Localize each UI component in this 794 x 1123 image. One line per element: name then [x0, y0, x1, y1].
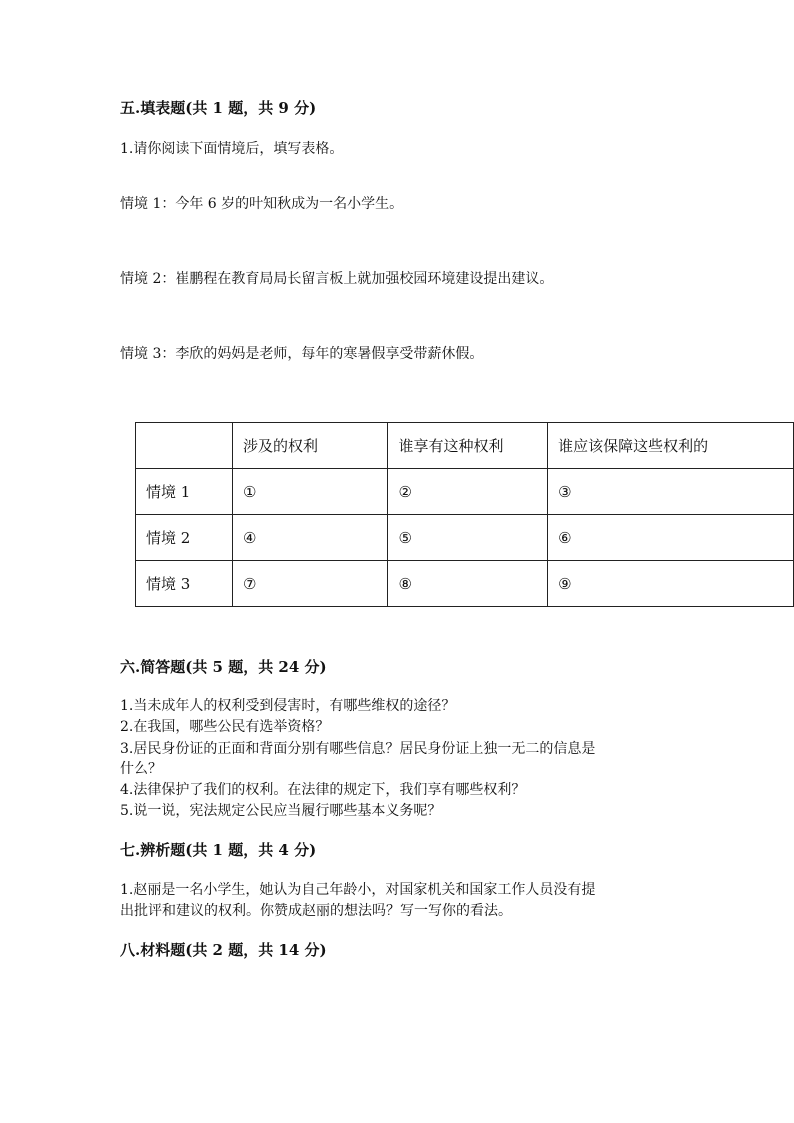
table-cell: ⑦	[233, 561, 388, 607]
section-7-question-line-2: 出批评和建议的权利。你赞成赵丽的想法吗？写一写你的看法。	[120, 903, 512, 919]
section-6-question-5: 5.说一说，宪法规定公民应当履行哪些基本义务呢？	[120, 803, 442, 819]
table-cell: ②	[388, 469, 548, 515]
table-row	[136, 469, 794, 515]
rights-table	[135, 422, 794, 607]
section-6-question-3-cont: 什么？	[120, 761, 162, 777]
table-cell: ⑧	[388, 561, 548, 607]
table-cell: 情境 3	[136, 561, 233, 607]
table-row	[136, 515, 794, 561]
scenario-1: 情境 1：今年 6 岁的叶知秋成为一名小学生。	[120, 196, 404, 212]
table-cell: ④	[233, 515, 388, 561]
section-5-question: 1.请你阅读下面情境后，填写表格。	[120, 141, 344, 157]
table-cell: 情境 1	[136, 469, 233, 515]
scenario-3: 情境 3：李欣的妈妈是老师，每年的寒暑假享受带薪休假。	[120, 346, 484, 362]
table-header-cell: 谁应该保障这些权利的	[548, 423, 794, 469]
table-header-cell: 谁享有这种权利	[388, 423, 548, 469]
table-cell: ①	[233, 469, 388, 515]
section-7-question-line-1: 1.赵丽是一名小学生，她认为自己年龄小，对国家机关和国家工作人员没有提	[120, 882, 596, 898]
section-6-question-4: 4.法律保护了我们的权利。在法律的规定下，我们享有哪些权利？	[120, 782, 526, 798]
table-cell: ⑤	[388, 515, 548, 561]
section-6-question-2: 2.在我国，哪些公民有选举资格？	[120, 719, 330, 735]
table-cell: ③	[548, 469, 794, 515]
section-6-question-1: 1.当未成年人的权利受到侵害时，有哪些维权的途径？	[120, 698, 456, 714]
table-header-cell	[136, 423, 233, 469]
table-header-row	[136, 423, 794, 469]
table-cell: ⑨	[548, 561, 794, 607]
table-header-cell: 涉及的权利	[233, 423, 388, 469]
table-row	[136, 561, 794, 607]
scenario-2: 情境 2：崔鹏程在教育局局长留言板上就加强校园环境建设提出建议。	[120, 271, 554, 287]
section-8-heading: 八.材料题(共 2 题，共 14 分)	[120, 941, 327, 959]
section-5-heading: 五.填表题(共 1 题，共 9 分)	[120, 99, 317, 117]
section-6-heading: 六.简答题(共 5 题，共 24 分)	[120, 658, 327, 676]
section-7-heading: 七.辨析题(共 1 题，共 4 分)	[120, 841, 317, 859]
table-cell: 情境 2	[136, 515, 233, 561]
table-cell: ⑥	[548, 515, 794, 561]
section-6-question-3: 3.居民身份证的正面和背面分别有哪些信息？居民身份证上独一无二的信息是	[120, 741, 596, 757]
